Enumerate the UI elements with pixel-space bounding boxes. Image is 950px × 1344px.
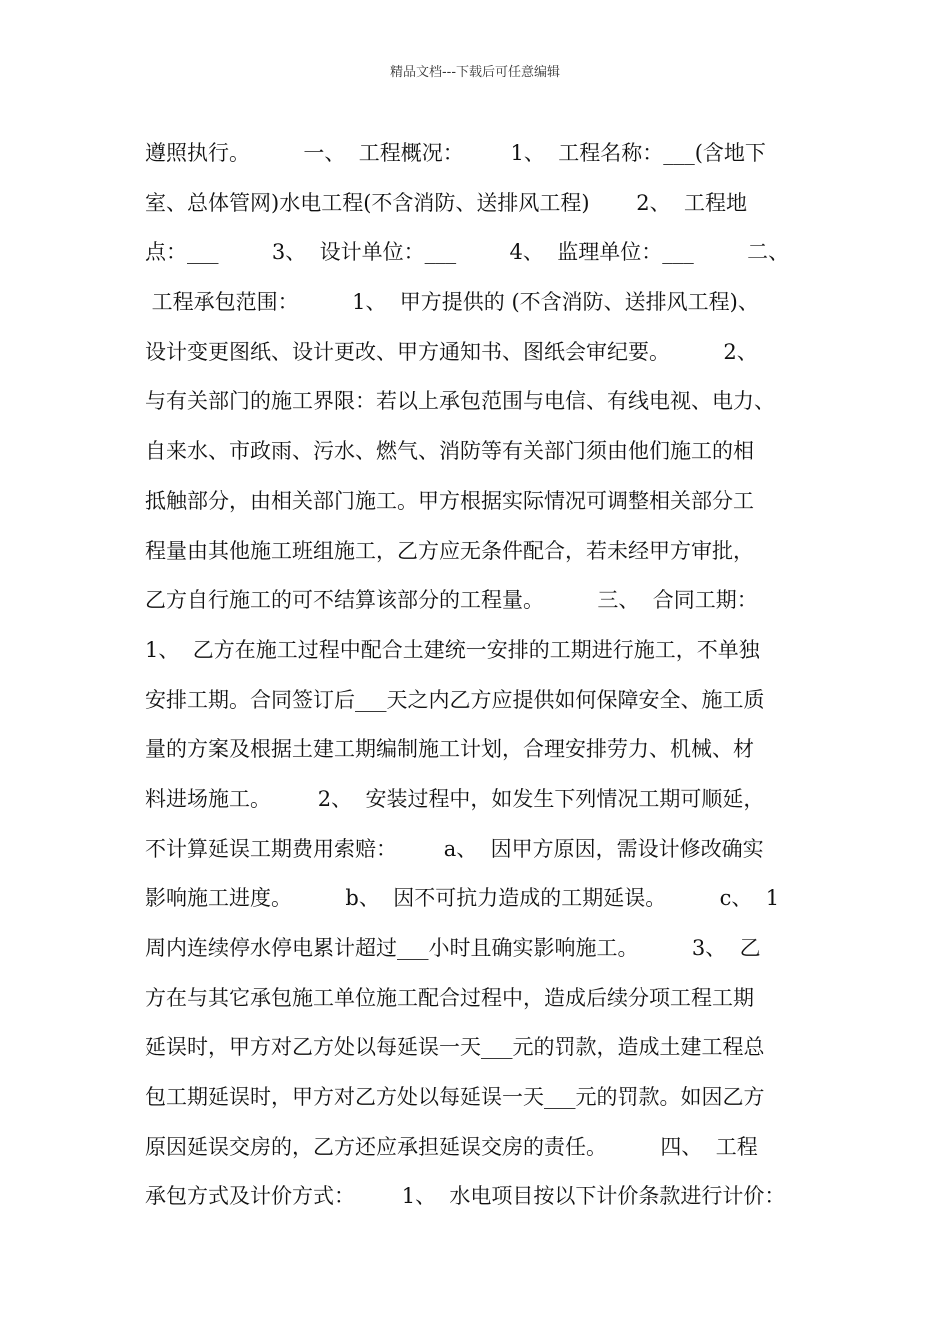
text-line: 周内连续停水停电累计超过___小时且确实影响施工。 3、 乙 xyxy=(145,936,761,960)
text-line: 室、总体管网)水电工程(不含消防、送排风工程) 2、 工程地 xyxy=(145,190,748,215)
text-line: 不计算延误工期费用索赔： a、 因甲方原因，需设计修改确实 xyxy=(145,836,764,861)
text-line: 抵触部分，由相关部门施工。甲方根据实际情况可调整相关部分工 xyxy=(145,488,754,513)
text-line: 工程承包范围： 1、 甲方提供的 (不含消防、送排风工程)、 xyxy=(145,290,759,315)
text-line: 点：___ 3、 设计单位：___ 4、 监理单位：___ 二、 xyxy=(145,240,790,265)
text-line: 量的方案及根据土建工期编制施工计划，合理安排劳力、机械、材 xyxy=(145,737,754,762)
text-line: 原因延误交房的，乙方还应承担延误交房的责任。 四、 工程 xyxy=(145,1134,758,1159)
text-line: 自来水、市政雨、污水、燃气、消防等有关部门须由他们施工的相 xyxy=(145,439,754,464)
text-line: 方在与其它承包施工单位施工配合过程中，造成后续分项工程工期 xyxy=(145,985,754,1010)
text-line: 承包方式及计价方式： 1、 水电项目按以下计价条款进行计价： xyxy=(145,1184,786,1209)
text-line: 1、 乙方在施工过程中配合土建统一安排的工期进行施工，不单独 xyxy=(145,637,760,662)
text-line: 与有关部门的施工界限：若以上承包范围与电信、有线电视、电力、 xyxy=(145,389,775,414)
text-line: 影响施工进度。 b、 因不可抗力造成的工期延误。 c、 1 xyxy=(145,886,780,911)
text-line: 遵照执行。 一、 工程概况： 1、 工程名称：___(含地下 xyxy=(145,141,766,165)
text-line: 乙方自行施工的可不结算该部分的工程量。 三、 合同工期： xyxy=(145,588,758,613)
text-line: 包工期延误时，甲方对乙方处以每延误一天___元的罚款。如因乙方 xyxy=(145,1085,765,1110)
text-line: 延误时，甲方对乙方处以每延误一天___元的罚款，造成土建工程总 xyxy=(145,1035,765,1060)
text-line: 程量由其他施工班组施工，乙方应无条件配合，若未经甲方审批， xyxy=(145,538,754,563)
page-header: 精品文档---下载后可任意编辑 xyxy=(389,65,561,80)
document-body xyxy=(145,130,825,1223)
text-line: 料进场施工。 2、 安装过程中，如发生下列情况工期可顺延， xyxy=(145,786,765,811)
text-line: 设计变更图纸、设计更改、甲方通知书、图纸会审纪要。 2、 xyxy=(145,339,758,364)
text-line: 安排工期。合同签订后___天之内乙方应提供如何保障安全、施工质 xyxy=(145,687,765,712)
